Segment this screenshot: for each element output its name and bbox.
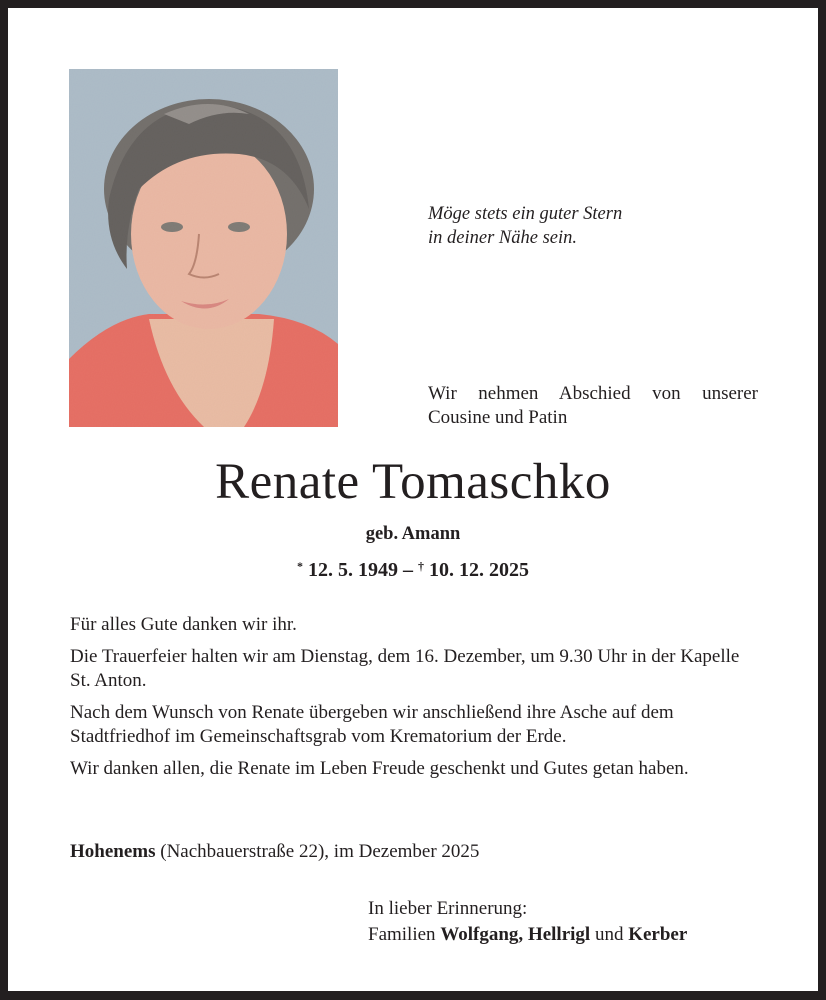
motto-line: Möge stets ein guter Stern <box>428 204 623 224</box>
farewell-text <box>428 382 758 430</box>
body-paragraph: Wir danken allen, die Renate im Leben Freude geschenkt und Gutes getan haben. <box>70 758 689 779</box>
death-cross-icon: † <box>418 559 424 573</box>
life-dates <box>0 557 826 583</box>
birth-date: 12. 5. 1949 <box>308 559 398 581</box>
portrait-photo <box>69 69 338 427</box>
deceased-name: Renate Tomaschko <box>215 454 611 510</box>
signoff <box>368 896 687 948</box>
maiden-name: geb. Amann <box>365 524 461 544</box>
body-paragraph: Für alles Gute danken wir ihr. <box>70 614 297 635</box>
death-date: 10. 12. 2025 <box>429 559 529 581</box>
address-and-date: (Nachbauerstraße 22), im Dezember 2025 <box>160 841 480 862</box>
date-separator: – <box>403 559 413 581</box>
portrait-image <box>69 69 338 427</box>
farewell-line: Cousine und Patin <box>428 407 568 428</box>
signoff-intro: In lieber Erinnerung: <box>368 898 528 919</box>
families-conjunction: und <box>594 924 624 945</box>
family-name: Wolfgang, <box>440 924 524 945</box>
family-name: Hellrigl <box>527 924 591 945</box>
body-paragraph: Die Trauerfeier halten wir am Dienstag, dem 16. Dezember, um 9.30 Uhr in der Kapelle St. Anton. <box>70 646 740 691</box>
notice-body <box>70 613 758 789</box>
motto-quote <box>428 202 622 250</box>
signoff-families <box>368 922 687 948</box>
body-paragraph: Nach dem Wunsch von Renate übergeben wir anschließend ihre Asche auf dem Stadtfriedhof im Gemeinschaftsgrab vom Krematorium der Erde. <box>70 702 674 747</box>
town-name: Hohenems <box>70 841 156 862</box>
place-and-date <box>70 840 479 864</box>
family-name: Kerber <box>628 924 688 945</box>
motto-line: in deiner Nähe sein. <box>428 228 578 248</box>
families-prefix: Familien <box>368 924 436 945</box>
birth-star-icon: * <box>297 559 303 573</box>
farewell-line: Wir nehmen Abschied von unserer <box>428 383 758 404</box>
